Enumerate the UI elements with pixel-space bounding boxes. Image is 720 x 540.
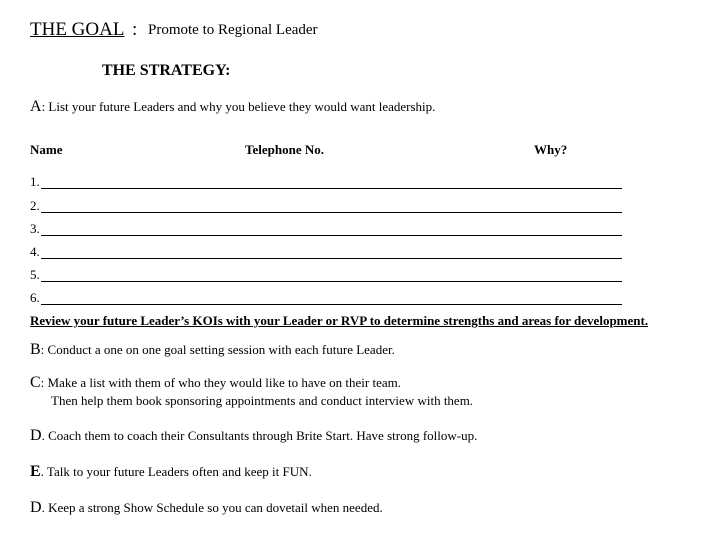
step-d-coach [30,427,477,445]
leader-entry-row[interactable] [30,174,622,190]
step-c-continuation: Then help them book sponsoring appointments and conduct interview with them. [51,393,474,408]
step-a-text: : List your future Leaders and why you believe they would want leadership. [41,99,436,114]
step-d2-text: . Keep a strong Show Schedule so you can dovetail when needed. [41,500,383,515]
step-d-schedule [30,499,383,517]
goal-text: Promote to Regional Leader [148,22,318,38]
blank-line [41,281,622,282]
review-instruction: Review your future Leader’s KOIs with your Leader or RVP to determine strengths and areas for development. [30,313,649,328]
blank-line [41,235,622,236]
leader-entry-row[interactable] [30,290,622,306]
leader-entry-row[interactable] [30,244,622,260]
leader-entry-row[interactable] [30,267,622,283]
step-d-letter: D [30,427,42,444]
step-a [30,98,435,116]
column-phone-header: Telephone No. [245,142,324,157]
blank-line [41,304,622,305]
leader-entry-row[interactable] [30,198,622,214]
step-a-letter: A [30,98,42,115]
row-number: 5. [30,267,40,282]
step-c [30,374,401,392]
blank-line [41,212,622,213]
row-number: 4. [30,244,40,259]
row-number: 6. [30,290,40,305]
blank-line [41,258,622,259]
step-e-text: . Talk to your future Leaders often and keep it FUN. [40,464,312,479]
step-b-text: : Conduct a one on one goal setting session with each future Leader. [40,342,395,357]
step-b-letter: B [30,341,41,358]
column-name-header: Name [30,142,63,157]
row-number: 2. [30,198,40,213]
strategy-heading: THE STRATEGY: [102,62,231,79]
goal-heading [30,19,124,41]
blank-line [41,188,622,189]
step-c-letter: C [30,374,41,391]
step-e-letter: E [30,463,41,480]
leader-entry-row[interactable] [30,221,622,237]
step-d-text: . Coach them to coach their Consultants through Brite Start. Have strong follow-up. [41,428,478,443]
goal-label: THE GOAL [30,19,125,40]
row-number: 1. [30,174,40,189]
step-d2-letter: D [30,499,42,516]
column-why-header: Why? [534,142,568,157]
step-b [30,341,395,359]
goal-colon: : [132,19,138,40]
step-e [30,463,312,481]
row-number: 3. [30,221,40,236]
step-c-text: : Make a list with them of who they would like to have on their team. [40,375,401,390]
